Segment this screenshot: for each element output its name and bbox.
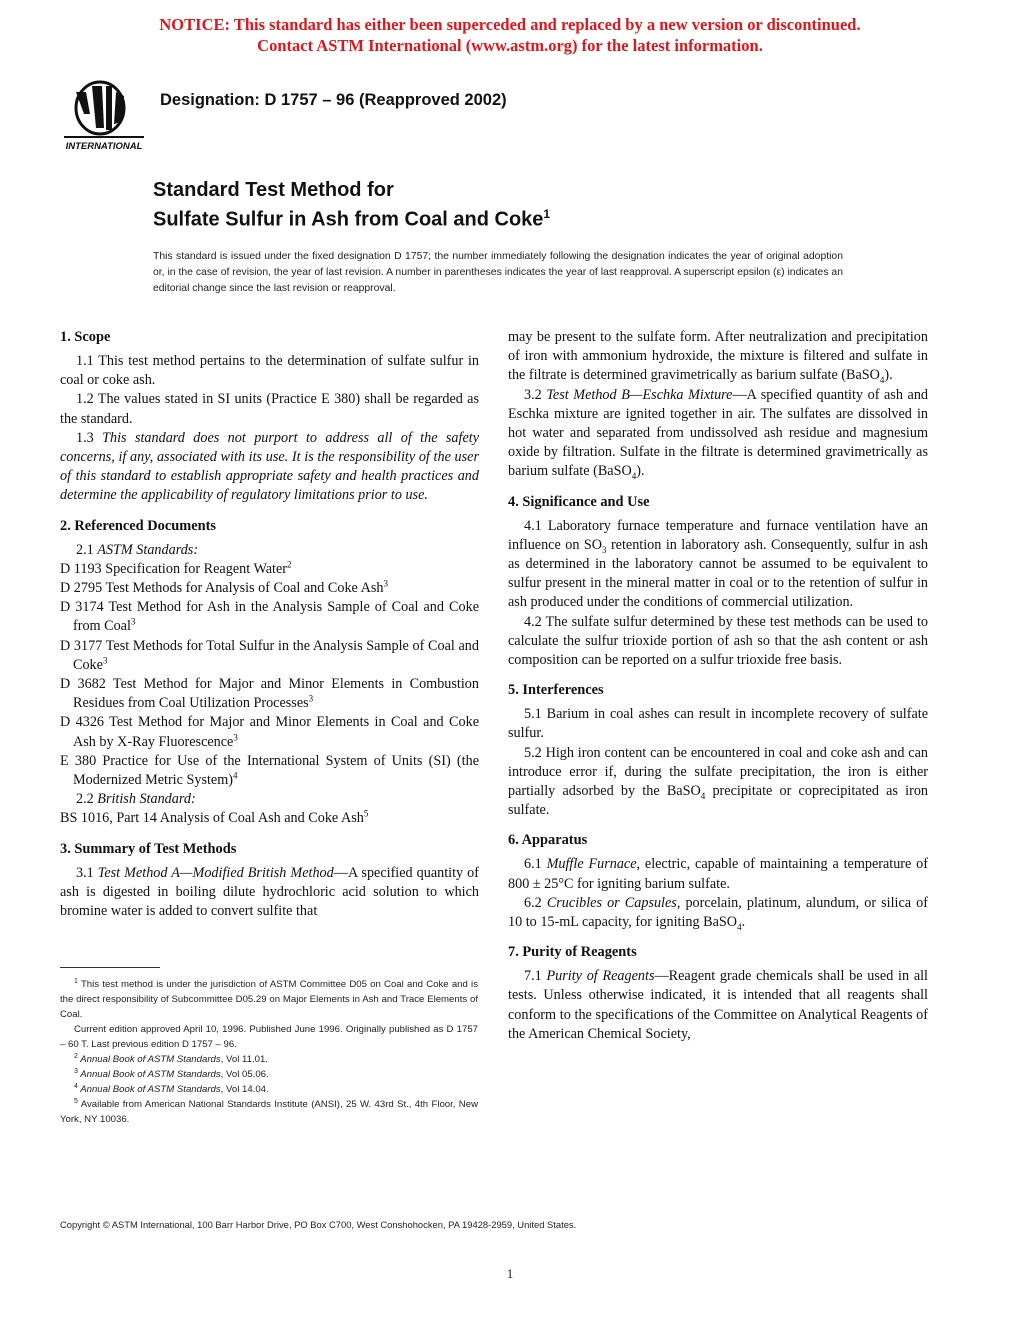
footnote-2: $^2$ Annual Book of ASTM Standards, Vol 11.01.	[74, 1052, 268, 1065]
footnotes	[60, 977, 478, 1127]
supersede-notice	[0, 14, 1020, 56]
paragraph-5-2: 5.2 High iron content can be encountered in coal and coke ash and can introduce error if, during the sulfate precipitation, the iron is either partially adsorbed by the BaSO$_4$ precipitate or coprecipitated as iron sulfate.	[508, 744, 929, 819]
section-heading-referenced-documents: 2. Referenced Documents	[60, 517, 216, 534]
paragraph-6-2: 6.2 Crucibles or Capsules, porcelain, platinum, alundum, or silica of 10 to 15-mL capacity, for igniting BaSO$_4$.	[508, 894, 929, 932]
section-heading-significance: 4. Significance and Use	[508, 493, 650, 510]
title-line-2: Sulfate Sulfur in Ash from Coal and Coke$^1$	[153, 207, 551, 231]
right-column	[508, 328, 928, 1044]
reference-item: E 380 Practice for Use of the International System of Units (SI) (the Modernized Metric System)$^4$	[60, 752, 479, 789]
paragraph-1-2: 1.2 The values stated in SI units (Practice E 380) shall be regarded as the standard.	[60, 391, 479, 427]
title-footnote-mark: 1	[543, 207, 551, 221]
section-heading-apparatus: 6. Apparatus	[508, 832, 588, 849]
paragraph-2-2: 2.2 British Standard:	[76, 791, 196, 808]
section-heading-scope: 1. Scope	[60, 329, 111, 345]
designation: Designation: D 1757 – 96 (Reapproved 2002)	[160, 91, 507, 109]
reference-item: D 2795 Test Methods for Analysis of Coal and Coke Ash$^3$	[60, 578, 388, 597]
document-title	[153, 178, 550, 232]
paragraph-3-2: 3.2 Test Method B—Eschka Mixture—A specified quantity of ash and Eschka mixture are ignited together in air. The sulfates are dissolved in hot water and separated from undissolved ash residue and magnesium oxide by filtration. Sulfate in the filtrate is determined gravimetrically as barium sulfate (BaSO$_4$).	[508, 386, 929, 482]
paragraph-1-3: 1.3 This standard does not purport to address all of the safety concerns, if any, associated with its use. It is the responsibility of the user of this standard to establish appropriate safety and health practices and determine the applicability of regulatory limitations prior to use.	[60, 429, 479, 504]
footnote-3: $^3$ Annual Book of ASTM Standards, Vol 05.06.	[74, 1067, 269, 1080]
footnote-4: $^4$ Annual Book of ASTM Standards, Vol 14.04.	[74, 1082, 269, 1095]
paragraph-1-1: 1.1 This test method pertains to the determination of sulfate sulfur in coal or coke ash.	[60, 353, 479, 389]
paragraph-5-1: 5.1 Barium in coal ashes can result in incomplete recovery of sulfate sulfur.	[508, 706, 928, 742]
paragraph-3-1: 3.1 Test Method A—Modified British Method—A specified quantity of ash is digested in boiling dilute hydrochloric acid solution to which bromine water is added to convert sulfite that	[60, 864, 479, 920]
reference-list	[60, 560, 479, 790]
logo-text: INTERNATIONAL	[65, 141, 143, 152]
footnote-1-edition: Current edition approved April 10, 1996. Published June 1996. Originally published as D 1757 – 60 T. Last previous edition D 1757 – 96.	[60, 1024, 478, 1050]
paragraph-4-1: 4.1 Laboratory furnace temperature and furnace ventilation have an influence on $SO_3$ retention in laboratory ash. Consequently, sulfur in ash as determined in the laboratory cannot be assumed to be equivalent to sulfur present in the mineral matter in coal or to the retention of sulfur in ash produced under the conditions of commercial utilization.	[508, 517, 928, 611]
paragraph-6-1: 6.1 Muffle Furnace, electric, capable of maintaining a temperature of 800 ± 25°C for igniting barium sulfate.	[508, 856, 928, 892]
paragraph-4-2: 4.2 The sulfate sulfur determined by these test methods can be used to calculate the sulfur trioxide portion of ash so that the ash content or ash composition can be reported on a sulfur trioxide free basis.	[508, 613, 928, 669]
reference-item: D 3177 Test Methods for Total Sulfur in the Analysis Sample of Coal and Coke$^3$	[60, 637, 479, 673]
footnote-divider	[60, 967, 160, 968]
section-heading-summary: 3. Summary of Test Methods	[60, 840, 237, 857]
section-heading-purity: 7. Purity of Reagents	[508, 944, 637, 961]
reference-bs-1016: BS 1016, Part 14 Analysis of Coal Ash and Coke Ash$^5$	[60, 808, 369, 827]
astm-logo-icon	[62, 78, 146, 152]
reference-item: D 1193 Specification for Reagent Water$^2$	[60, 559, 292, 577]
notice-line-2: Contact ASTM International (www.astm.org) for the latest information.	[257, 36, 763, 55]
paragraph-3-1-continued: may be present to the sulfate form. After neutralization and precipitation of iron with ammonium hydroxide, the mixture is filtered and sulfate in the filtrate is determined gravimetrically as barium sulfate (BaSO$_4$).	[508, 329, 928, 386]
notice-line-1: NOTICE: This standard has either been superceded and replaced by a new version or discontinued.	[159, 15, 861, 34]
page-number: 1	[506, 1266, 514, 1281]
footnote-1: $^1$ This test method is under the jurisdiction of ASTM Committee D05 on Coal and Coke and is the direct responsibility of Subcommittee D05.29 on Major Elements in Ash and Trace Elements of Coal.	[60, 977, 478, 1020]
reference-item: D 3174 Test Method for Ash in the Analysis Sample of Coal and Coke from Coal$^3$	[60, 599, 479, 635]
copyright-notice: Copyright © ASTM International, 100 Barr Harbor Drive, PO Box C700, West Conshohocken, PA 19428-2959, United States.	[60, 1219, 577, 1230]
section-heading-interferences: 5. Interferences	[508, 682, 604, 699]
left-column	[60, 328, 479, 921]
footnote-5: $^5$ Available from American National Standards Institute (ANSI), 25 W. 43rd St., 4th Floor, New York, NY 10036.	[60, 1097, 478, 1125]
paragraph-7-1: 7.1 Purity of Reagents—Reagent grade chemicals shall be used in all tests. Unless otherwise indicated, it is intended that all reagents shall conform to the specifications of the Committee on Analytical Reagents of the American Chemical Society,	[508, 968, 928, 1042]
reference-item: D 4326 Test Method for Major and Minor Elements in Coal and Coke Ash by X-Ray Fluorescence$^3$	[60, 714, 479, 750]
preamble: This standard is issued under the fixed designation D 1757; the number immediately following the designation indicates the year of original adoption or, in the case of revision, the year of last revision. A number in parentheses indicates the year of last reapproval. A superscript epsilon (ε) indicates an editorial change since the last revision or reapproval.	[153, 251, 843, 294]
paragraph-2-1: 2.1 ASTM Standards:	[76, 541, 199, 558]
reference-item: D 3682 Test Method for Major and Minor Elements in Combustion Residues from Coal Utilization Processes$^3$	[60, 676, 479, 712]
title-line-1: Standard Test Method for	[153, 179, 394, 201]
